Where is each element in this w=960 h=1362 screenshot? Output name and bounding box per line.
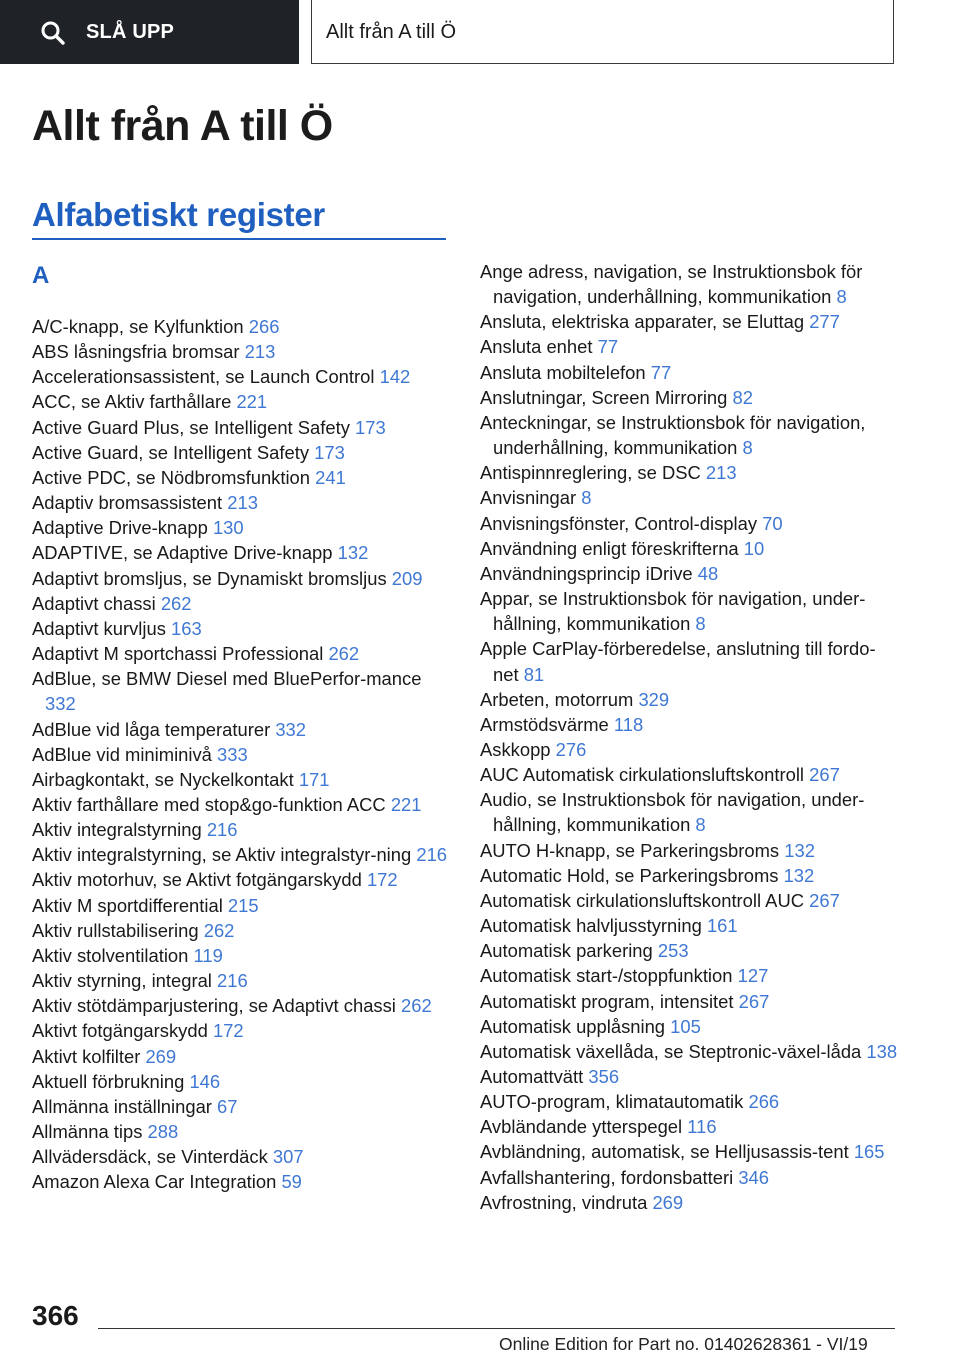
page-reference-link[interactable]: 146 bbox=[189, 1070, 221, 1092]
index-entry-text: Adaptivt bromsljus, se Dynamiskt bromsljus bbox=[32, 567, 387, 589]
page-reference-link[interactable]: 165 bbox=[853, 1141, 885, 1163]
page-reference-link[interactable]: 77 bbox=[597, 336, 619, 358]
index-entry-text: Active Guard Plus, se Intelligent Safety bbox=[32, 416, 350, 438]
index-entry bbox=[32, 364, 452, 389]
page-reference-link[interactable]: 172 bbox=[366, 869, 398, 891]
index-entry-text: Avfrostning, vindruta bbox=[480, 1191, 648, 1213]
index-entry-text: Allmänna tips bbox=[32, 1121, 143, 1142]
index-column-left bbox=[32, 314, 452, 1194]
page-reference-link[interactable]: 81 bbox=[523, 663, 545, 685]
index-entry bbox=[480, 561, 900, 586]
page-reference-link[interactable]: 329 bbox=[638, 688, 670, 710]
index-entry bbox=[480, 309, 900, 334]
page-reference-link[interactable]: 173 bbox=[314, 441, 345, 463]
index-entry-text: Aktivt kolfilter bbox=[32, 1045, 141, 1067]
index-entry bbox=[32, 440, 452, 465]
index-entry bbox=[480, 1039, 900, 1064]
page-reference-link[interactable]: 267 bbox=[809, 764, 840, 786]
heading-underline bbox=[32, 238, 446, 240]
index-entry bbox=[480, 1014, 900, 1039]
page-reference-link[interactable]: 221 bbox=[390, 793, 422, 815]
page-reference-link[interactable]: 8 bbox=[695, 613, 706, 635]
page-reference-link[interactable]: 216 bbox=[206, 819, 238, 841]
page-reference-link[interactable]: 215 bbox=[227, 894, 259, 916]
section-heading: Alfabetiskt register bbox=[32, 196, 325, 233]
page-reference-link[interactable]: 127 bbox=[737, 965, 769, 987]
search-icon bbox=[40, 20, 66, 46]
page-reference-link[interactable]: 332 bbox=[45, 693, 76, 715]
page-reference-link[interactable]: 209 bbox=[391, 567, 423, 589]
index-entry bbox=[480, 712, 900, 737]
page-reference-link[interactable]: 8 bbox=[581, 487, 592, 509]
index-entry-text: Amazon Alexa Car Integration bbox=[32, 1171, 277, 1193]
index-entry bbox=[480, 838, 900, 863]
index-entry-text: ADAPTIVE, se Adaptive Drive-knapp bbox=[32, 542, 333, 564]
page-reference-link[interactable]: 266 bbox=[248, 316, 280, 337]
index-entry bbox=[480, 636, 900, 686]
index-entry bbox=[480, 511, 900, 536]
index-entry bbox=[480, 1089, 900, 1114]
page-reference-link[interactable]: 138 bbox=[866, 1040, 898, 1062]
index-entry bbox=[480, 385, 900, 410]
index-entry bbox=[480, 863, 900, 888]
index-entry-text: Adaptive Drive-knapp bbox=[32, 517, 208, 539]
index-entry bbox=[480, 1165, 900, 1190]
page-reference-link[interactable]: 59 bbox=[281, 1171, 302, 1193]
index-entry bbox=[32, 943, 452, 968]
page-reference-link[interactable]: 267 bbox=[738, 990, 770, 1012]
index-entry-text: Anslutningar, Screen Mirroring bbox=[480, 386, 728, 408]
index-entry-text: Aktiv farthållare med stop&go-funktion ACC bbox=[32, 793, 386, 815]
index-entry bbox=[32, 717, 452, 742]
index-entry bbox=[480, 989, 900, 1014]
index-entry bbox=[480, 536, 900, 561]
page-reference-link[interactable]: 48 bbox=[697, 562, 719, 584]
index-entry-text: Arbeten, motorrum bbox=[480, 688, 634, 710]
index-entry-text: Avfallshantering, fordonsbatteri bbox=[480, 1166, 734, 1188]
page-reference-link[interactable]: 332 bbox=[275, 718, 307, 740]
breadcrumb-label: Allt från A till Ö bbox=[326, 21, 457, 43]
index-entry-text: Automatisk halvljusstyrning bbox=[480, 915, 702, 937]
index-entry-text: Askkopp bbox=[480, 738, 551, 760]
page-reference-link[interactable]: 119 bbox=[193, 944, 223, 966]
page-reference-link[interactable]: 173 bbox=[355, 416, 386, 438]
index-entry-text: Aktiv integralstyrning, se Aktiv integralstyr‐ning bbox=[32, 844, 412, 866]
index-entry-text: Automatisk upplåsning bbox=[480, 1015, 666, 1037]
index-entry bbox=[32, 742, 452, 767]
index-entry-text: Audio, se Instruktionsbok för navigation, under‐hållning, kommunikation bbox=[480, 789, 865, 836]
index-entry bbox=[32, 792, 452, 817]
index-entry bbox=[32, 1094, 452, 1119]
index-entry bbox=[32, 490, 452, 515]
index-entry-text: Ansluta mobiltelefon bbox=[480, 361, 646, 383]
index-entry bbox=[32, 842, 452, 867]
index-entry bbox=[480, 737, 900, 762]
page-reference-link[interactable]: 213 bbox=[705, 462, 737, 484]
index-entry-text: AdBlue, se BMW Diesel med BluePerfor‐mance bbox=[32, 668, 422, 690]
footer-edition: Online Edition for Part no. 01402628361 - VI/19 bbox=[499, 1334, 868, 1354]
page-reference-link[interactable]: 130 bbox=[212, 517, 244, 539]
index-entry-text: Adaptiv bromsassistent bbox=[32, 492, 223, 514]
index-entry-text: Aktivt fotgängarskydd bbox=[32, 1020, 208, 1042]
page-reference-link[interactable]: 77 bbox=[650, 361, 672, 383]
page-reference-link[interactable]: 132 bbox=[337, 542, 369, 564]
index-entry-text: Anvisningsfönster, Control-display bbox=[480, 512, 758, 534]
index-column-right bbox=[480, 259, 900, 1215]
page-reference-link[interactable]: 213 bbox=[244, 341, 276, 363]
breadcrumb[interactable] bbox=[311, 0, 894, 64]
index-entry bbox=[32, 339, 452, 364]
index-entry-text: Avbländande ytterspegel bbox=[480, 1116, 683, 1138]
index-entry bbox=[480, 1139, 900, 1164]
page-reference-link[interactable]: 262 bbox=[328, 643, 360, 665]
page-reference-link[interactable]: 82 bbox=[732, 386, 753, 408]
page-reference-link[interactable]: 105 bbox=[670, 1015, 701, 1037]
index-entry-text: Accelerationsassistent, se Launch Control bbox=[32, 366, 375, 388]
index-entry-text: Aktiv stolventilation bbox=[32, 944, 189, 966]
index-entry-text: AdBlue vid miniminivå bbox=[32, 743, 212, 765]
index-entry bbox=[32, 767, 452, 792]
index-entry-text: AUTO-program, klimatautomatik bbox=[480, 1091, 744, 1113]
index-entry-text: Anvisningar bbox=[480, 487, 577, 509]
index-entry-text: Appar, se Instruktionsbok för navigation, under‐hållning, kommunikation bbox=[480, 588, 866, 635]
page-reference-link[interactable]: 262 bbox=[203, 919, 235, 941]
index-entry bbox=[32, 893, 452, 918]
index-entry bbox=[480, 410, 900, 460]
page-reference-link[interactable]: 216 bbox=[416, 844, 448, 866]
page-reference-link[interactable]: 116 bbox=[687, 1116, 717, 1138]
index-entry bbox=[32, 591, 452, 616]
index-entry bbox=[32, 1144, 452, 1169]
page-title: Allt från A till Ö bbox=[32, 102, 333, 150]
index-entry bbox=[480, 259, 900, 309]
search-button[interactable] bbox=[0, 0, 299, 64]
index-entry bbox=[32, 1069, 452, 1094]
index-entry bbox=[32, 515, 452, 540]
index-entry bbox=[32, 1044, 452, 1069]
page-reference-link[interactable]: 356 bbox=[588, 1066, 620, 1087]
index-entry bbox=[480, 1064, 900, 1089]
index-entry-text: Ansluta enhet bbox=[480, 336, 593, 358]
index-entry-text: ABS låsningsfria bromsar bbox=[32, 341, 240, 363]
index-entry-text: AdBlue vid låga temperaturer bbox=[32, 718, 271, 740]
page-reference-link[interactable]: 10 bbox=[743, 537, 765, 559]
index-entry bbox=[32, 389, 452, 414]
index-entry-text: Allvädersdäck, se Vinterdäck bbox=[32, 1146, 268, 1168]
index-entry bbox=[32, 968, 452, 993]
index-entry bbox=[32, 1169, 452, 1194]
index-entry bbox=[480, 787, 900, 837]
index-entry bbox=[32, 1119, 452, 1144]
page-reference-link[interactable]: 8 bbox=[742, 437, 753, 459]
index-entry-text: Automatisk cirkulationsluftskontroll AUC bbox=[480, 889, 804, 911]
index-entry bbox=[32, 666, 452, 716]
index-entry-text: Avbländning, automatisk, se Helljusassis‐tent bbox=[480, 1141, 849, 1163]
page-reference-link[interactable]: 307 bbox=[272, 1146, 304, 1168]
page-reference-link[interactable]: 213 bbox=[227, 492, 258, 514]
index-entry bbox=[32, 867, 452, 892]
index-entry bbox=[32, 993, 452, 1018]
index-entry-text: Active PDC, se Nödbromsfunktion bbox=[32, 466, 311, 488]
index-entry-text: Aktuell förbrukning bbox=[32, 1070, 185, 1092]
index-entry bbox=[480, 586, 900, 636]
page-reference-link[interactable]: 269 bbox=[145, 1045, 177, 1067]
index-entry-text: AUTO H-knapp, se Parkeringsbroms bbox=[480, 839, 780, 861]
index-entry-text: Ansluta, elektriska apparater, se Eluttag bbox=[480, 311, 805, 333]
index-entry bbox=[480, 913, 900, 938]
page-reference-link[interactable]: 132 bbox=[784, 839, 815, 861]
index-entry-text: A/C-knapp, se Kylfunktion bbox=[32, 316, 244, 337]
index-entry-text: Automattvätt bbox=[480, 1066, 584, 1087]
index-entry bbox=[32, 641, 452, 666]
page-reference-link[interactable]: 266 bbox=[748, 1091, 780, 1113]
page-reference-link[interactable]: 253 bbox=[657, 940, 689, 962]
page-reference-link[interactable]: 70 bbox=[762, 512, 783, 534]
index-entry bbox=[480, 460, 900, 485]
index-entry-text: Adaptivt chassi bbox=[32, 592, 156, 614]
page-reference-link[interactable]: 276 bbox=[555, 738, 587, 760]
index-entry bbox=[480, 485, 900, 510]
page-reference-link[interactable]: 8 bbox=[836, 286, 847, 308]
index-entry bbox=[32, 314, 452, 339]
index-entry bbox=[32, 616, 452, 641]
index-entry-text: ACC, se Aktiv farthållare bbox=[32, 391, 232, 413]
page-reference-link[interactable]: 221 bbox=[236, 391, 268, 413]
page-reference-link[interactable]: 67 bbox=[217, 1095, 238, 1117]
index-entry-text: Användningsprincip iDrive bbox=[480, 562, 693, 584]
index-entry bbox=[480, 1190, 900, 1215]
index-entry-text: AUC Automatisk cirkulationsluftskontroll bbox=[480, 764, 804, 786]
page-reference-link[interactable]: 8 bbox=[695, 814, 706, 836]
index-entry-text: Aktiv M sportdifferential bbox=[32, 894, 223, 916]
page-reference-link[interactable]: 171 bbox=[298, 768, 330, 790]
page-reference-link[interactable]: 346 bbox=[738, 1166, 770, 1188]
page-reference-link[interactable]: 277 bbox=[809, 311, 840, 333]
index-entry bbox=[480, 888, 900, 913]
index-entry-text: Apple CarPlay-förberedelse, anslutning till fordo‐net bbox=[480, 638, 876, 685]
index-entry-text: Automatisk växellåda, se Steptronic-växel‐låda bbox=[480, 1040, 862, 1062]
page-reference-link[interactable]: 288 bbox=[147, 1121, 179, 1142]
index-entry-text: Aktiv rullstabilisering bbox=[32, 919, 199, 941]
top-bar bbox=[0, 0, 960, 66]
page-reference-link[interactable]: 262 bbox=[160, 592, 192, 614]
index-entry bbox=[480, 360, 900, 385]
index-entry bbox=[32, 918, 452, 943]
index-entry-text: Allmänna inställningar bbox=[32, 1095, 212, 1117]
index-entry bbox=[480, 1114, 900, 1139]
index-entry-text: Armstödsvärme bbox=[480, 713, 609, 735]
page-reference-link[interactable]: 262 bbox=[401, 995, 432, 1017]
footer-divider bbox=[98, 1328, 895, 1329]
index-entry-text: Antispinnreglering, se DSC bbox=[480, 462, 701, 484]
index-entry bbox=[32, 566, 452, 591]
page-reference-link[interactable]: 163 bbox=[171, 617, 202, 639]
index-entry bbox=[32, 1018, 452, 1043]
page-reference-link[interactable]: 118 bbox=[613, 713, 644, 735]
index-entry bbox=[32, 817, 452, 842]
index-entry-text: Automatiskt program, intensitet bbox=[480, 990, 734, 1012]
index-entry-text: Automatisk start-/stoppfunktion bbox=[480, 965, 733, 987]
index-entry-text: Användning enligt föreskrifterna bbox=[480, 537, 739, 559]
index-entry bbox=[480, 687, 900, 712]
index-entry-text: Ange adress, navigation, se Instruktionsbok för navigation, underhållning, kommunikation bbox=[480, 261, 863, 308]
page-reference-link[interactable]: 333 bbox=[217, 743, 248, 765]
index-entry-text: Automatisk parkering bbox=[480, 940, 653, 962]
index-entry-text: Automatic Hold, se Parkeringsbroms bbox=[480, 864, 779, 886]
index-entry bbox=[480, 334, 900, 359]
index-entry bbox=[480, 963, 900, 988]
page-reference-link[interactable]: 269 bbox=[652, 1191, 684, 1213]
index-entry-text: Adaptivt kurvljus bbox=[32, 617, 166, 639]
page-number: 366 bbox=[32, 1300, 79, 1331]
page-reference-link[interactable]: 132 bbox=[783, 864, 815, 886]
index-entry-text: Anteckningar, se Instruktionsbok för navigation, underhållning, kommunikation bbox=[480, 411, 866, 459]
index-entry bbox=[32, 415, 452, 440]
index-entry-text: Aktiv styrning, integral bbox=[32, 970, 212, 992]
page-reference-link[interactable]: 267 bbox=[809, 889, 840, 911]
page-reference-link[interactable]: 241 bbox=[315, 466, 346, 488]
page-reference-link[interactable]: 216 bbox=[217, 970, 248, 992]
index-entry bbox=[480, 762, 900, 787]
index-entry-text: Aktiv integralstyrning bbox=[32, 819, 202, 841]
index-entry-text: Adaptivt M sportchassi Professional bbox=[32, 643, 324, 665]
index-entry-text: Active Guard, se Intelligent Safety bbox=[32, 441, 310, 463]
index-letter: A bbox=[32, 262, 50, 289]
page-reference-link[interactable]: 142 bbox=[379, 366, 411, 388]
index-entry bbox=[32, 540, 452, 565]
index-entry-text: Aktiv motorhuv, se Aktivt fotgängarskydd bbox=[32, 869, 362, 891]
index-entry bbox=[32, 465, 452, 490]
index-entry-text: Aktiv stötdämparjustering, se Adaptivt chassi bbox=[32, 995, 396, 1017]
search-button-label: SLÅ UPP bbox=[86, 21, 175, 43]
index-entry-text: Airbagkontakt, se Nyckelkontakt bbox=[32, 768, 294, 790]
page-reference-link[interactable]: 161 bbox=[706, 915, 738, 937]
index-entry bbox=[480, 938, 900, 963]
page-reference-link[interactable]: 172 bbox=[212, 1020, 244, 1042]
